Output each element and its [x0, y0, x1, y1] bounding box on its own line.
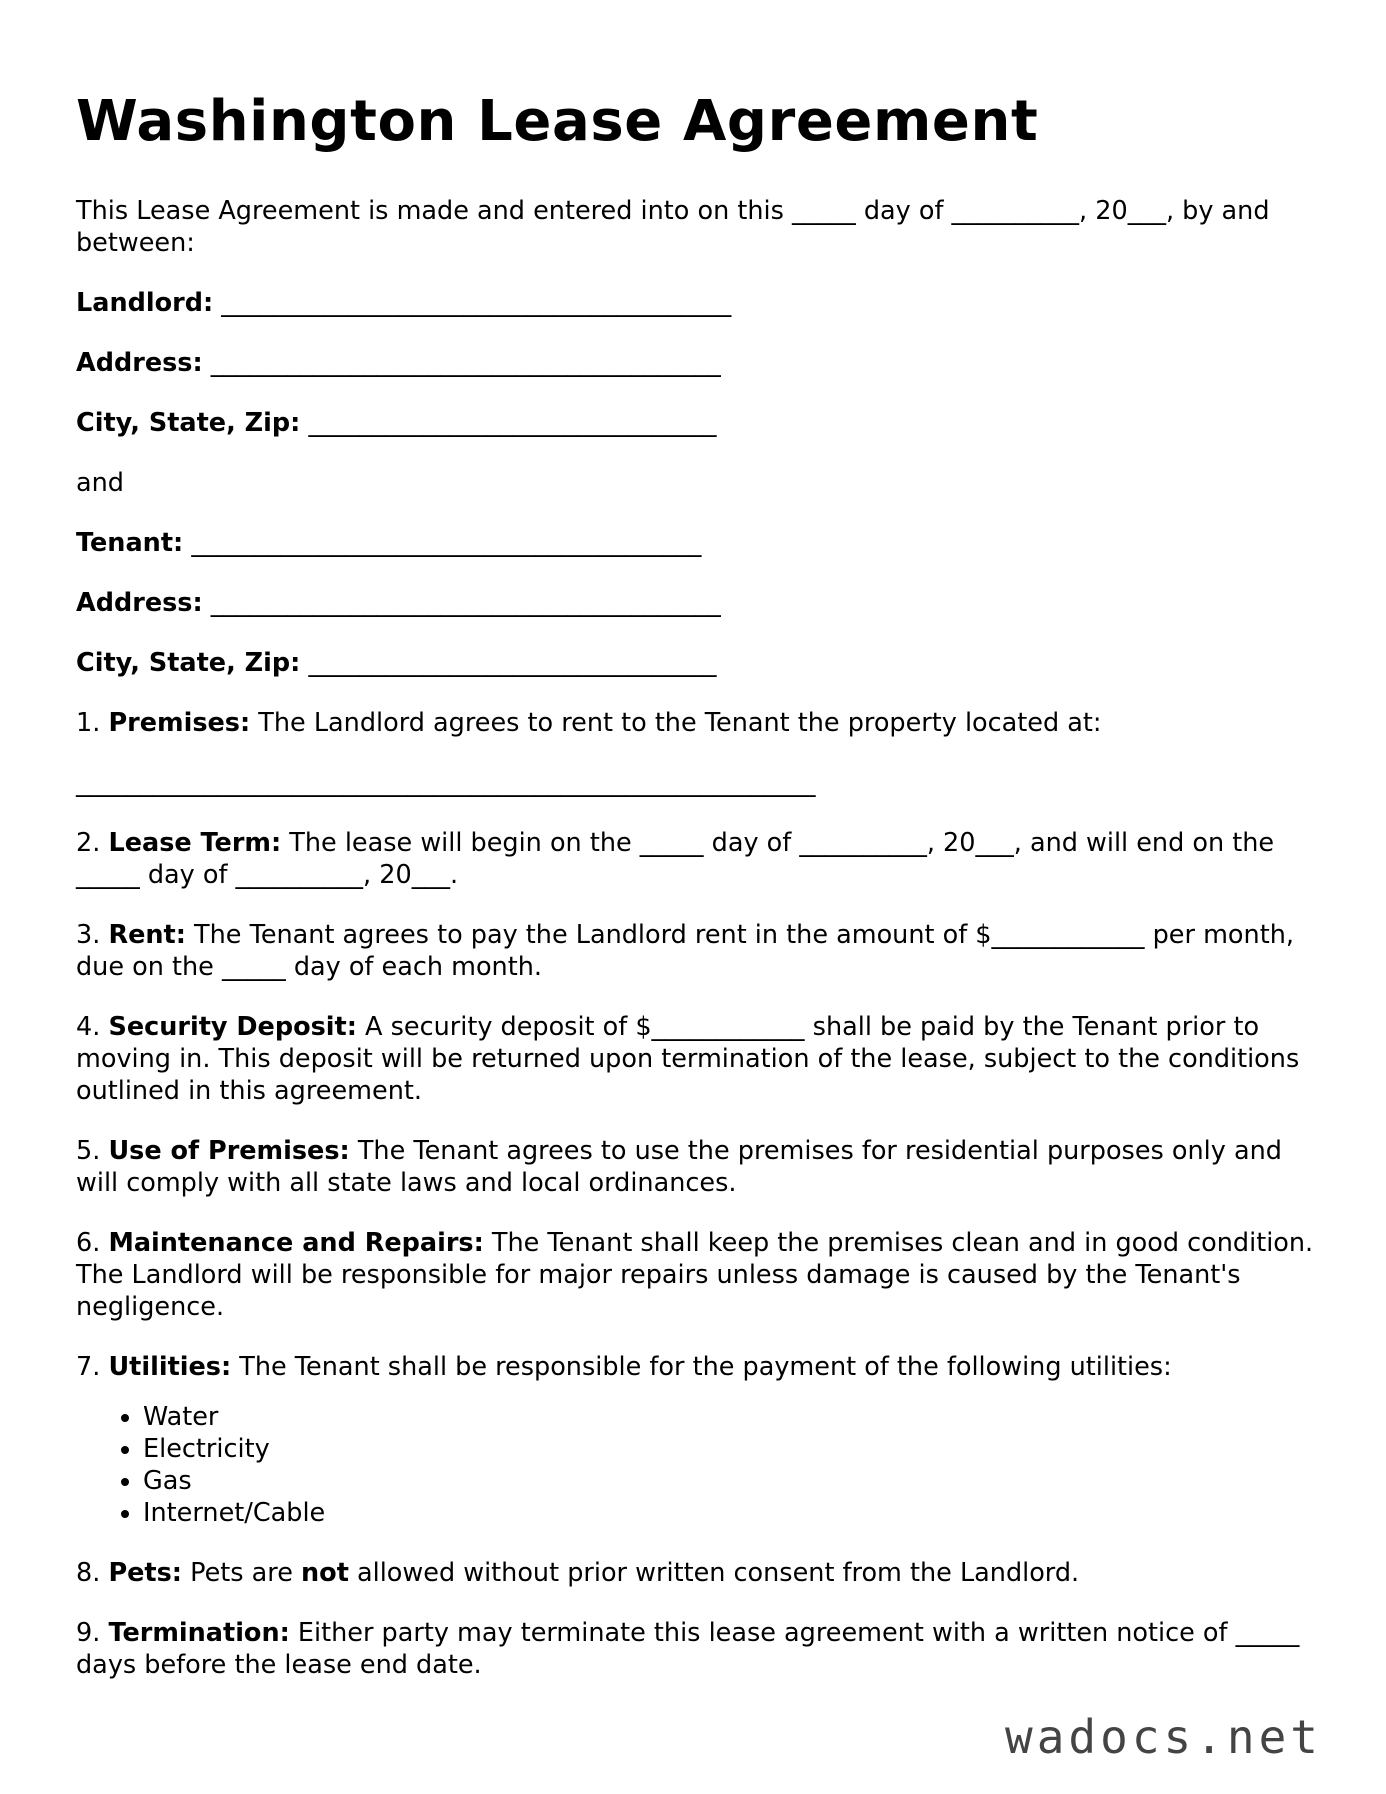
tenant-address-label: Address:: [76, 588, 203, 619]
section-text: A security deposit of $____________ shall be paid by the Tenant prior to moving in. This deposit will be returned upon termination of the lease, subject to the conditions outlined in this agreement.: [76, 1012, 1300, 1107]
section-utilities: [76, 1351, 1316, 1383]
section-security-deposit: [76, 1011, 1316, 1107]
section-heading: Lease Term:: [108, 828, 282, 859]
landlord-address-label: Address:: [76, 348, 203, 379]
watermark: wadocs.net: [1005, 1710, 1322, 1764]
section-number: 3.: [76, 920, 101, 951]
list-item: • Electricity: [143, 1433, 1316, 1465]
section-pets: [76, 1557, 1316, 1589]
tenant-csz-line: [76, 647, 1316, 679]
section-use-of-premises: [76, 1135, 1316, 1199]
tenant-name-label: Tenant:: [76, 528, 184, 559]
section-heading: Premises:: [108, 708, 251, 739]
section-lease-term: [76, 827, 1316, 891]
section-heading: Use of Premises:: [108, 1136, 350, 1167]
section-text: The Tenant shall be responsible for the payment of the following utilities:: [231, 1352, 1172, 1383]
section-number: 7.: [76, 1352, 101, 1383]
section-text: The Tenant agrees to pay the Landlord rent in the amount of $____________ per month, due on the _____ day of each month.: [76, 920, 1294, 983]
landlord-address-blank: ________________________________________: [210, 348, 721, 379]
premises-address-blank: __________________________________________________________: [76, 768, 816, 799]
section-number: 2.: [76, 828, 101, 859]
landlord-csz-blank: ________________________________: [308, 408, 717, 439]
section-heading: Pets:: [108, 1558, 183, 1589]
section-number: 8.: [76, 1558, 101, 1589]
tenant-csz-blank: ________________________________: [308, 648, 717, 679]
emphasis-not: not: [301, 1558, 349, 1589]
section-heading: Termination:: [108, 1618, 290, 1649]
section-text: The Landlord agrees to rent to the Tenant the property located at:: [250, 708, 1102, 739]
section-text: The Tenant shall keep the premises clean and in good condition. The Landlord will be responsible for major repairs unless damage is caused by the Tenant's negligence.: [76, 1228, 1314, 1323]
intro-paragraph: This Lease Agreement is made and entered into on this _____ day of __________, 20___, by and between:: [76, 196, 1270, 259]
section-number: 6.: [76, 1228, 101, 1259]
tenant-address-line: [76, 587, 1316, 619]
section-text: allowed without prior written consent from the Landlord.: [348, 1558, 1080, 1589]
section-number: 1.: [76, 708, 101, 739]
section-text: The Tenant agrees to use the premises for residential purposes only and will comply with all state laws and local ordinances.: [76, 1136, 1282, 1199]
section-text: Pets are: [182, 1558, 302, 1589]
section-maintenance: [76, 1227, 1316, 1323]
utilities-list: [76, 1401, 1316, 1529]
section-premises: [76, 707, 1316, 739]
tenant-name-blank: ________________________________________: [191, 528, 702, 559]
landlord-address-line: [76, 347, 1316, 379]
lease-document: [76, 88, 1316, 1709]
list-item: • Water: [143, 1401, 1316, 1433]
list-item: • Gas: [143, 1465, 1316, 1497]
tenant-csz-label: City, State, Zip:: [76, 648, 301, 679]
section-termination: [76, 1617, 1316, 1681]
and-text: and: [76, 468, 124, 499]
section-text: The lease will begin on the _____ day of __________, 20___, and will end on the _____ day of __________, 20___.: [76, 828, 1275, 891]
section-heading: Security Deposit:: [108, 1012, 357, 1043]
section-heading: Utilities:: [108, 1352, 232, 1383]
section-number: 5.: [76, 1136, 101, 1167]
section-rent: [76, 919, 1316, 983]
section-text: Either party may terminate this lease agreement with a written notice of _____ days before the lease end date.: [76, 1618, 1300, 1681]
document-title: Washington Lease Agreement: [76, 89, 1039, 154]
tenant-address-blank: ________________________________________: [210, 588, 721, 619]
section-heading: Rent:: [108, 920, 186, 951]
tenant-name-line: [76, 527, 1316, 559]
landlord-csz-label: City, State, Zip:: [76, 408, 301, 439]
section-number: 9.: [76, 1618, 101, 1649]
landlord-name-label: Landlord:: [76, 288, 214, 319]
landlord-name-line: [76, 287, 1316, 319]
list-item: • Internet/Cable: [143, 1497, 1316, 1529]
landlord-csz-line: [76, 407, 1316, 439]
section-number: 4.: [76, 1012, 101, 1043]
landlord-name-blank: ________________________________________: [221, 288, 732, 319]
section-heading: Maintenance and Repairs:: [108, 1228, 484, 1259]
